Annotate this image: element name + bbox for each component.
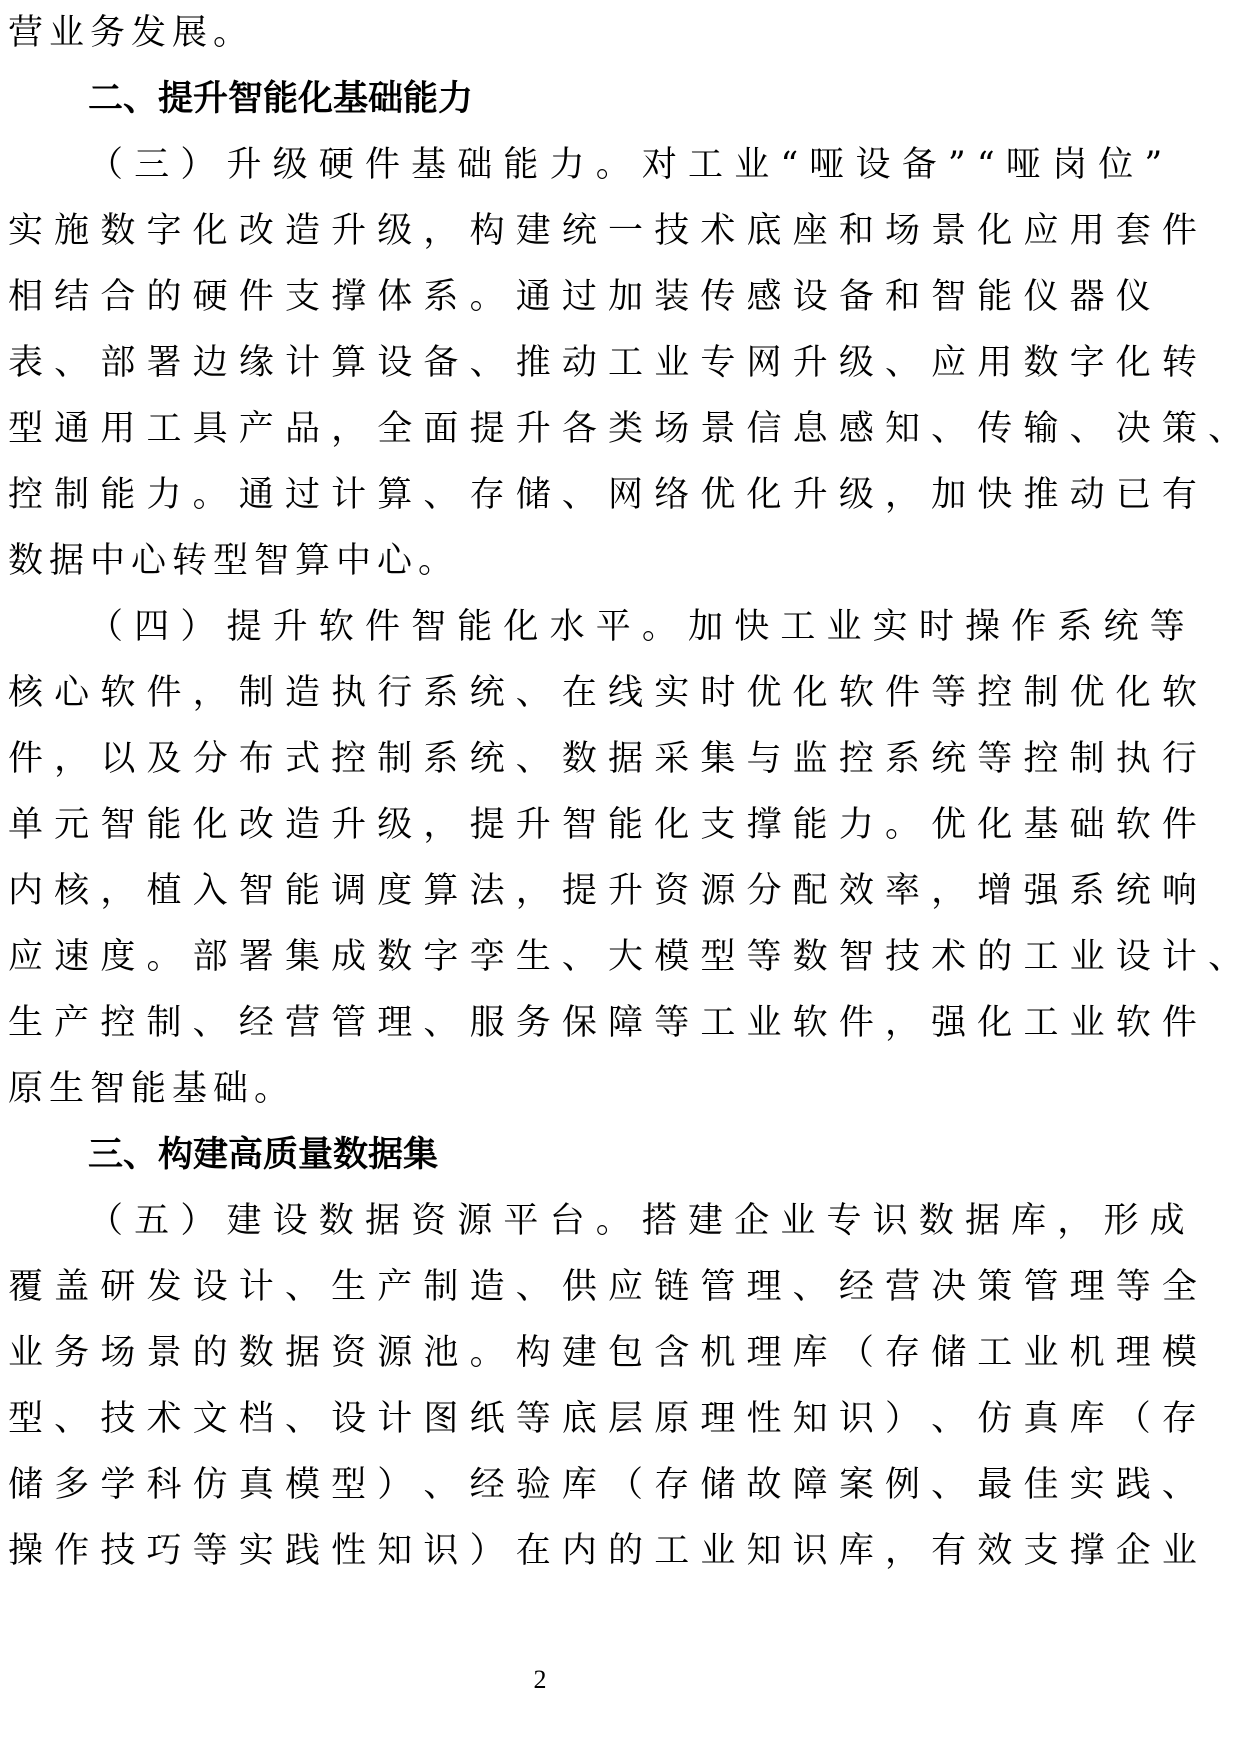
paragraph-line: 营业务发展。 bbox=[8, 13, 255, 53]
paragraph-line: 件 ， 以 及 分 布 式 控 制 系 统 、 数 据 采 集 与 监 控 系 统 等 控 制 执 行 bbox=[8, 739, 1197, 779]
paragraph-line: 单 元 智 能 化 改 造 升 级 ， 提 升 智 能 化 支 撑 能 力 。 优 化 基 础 软 件 bbox=[8, 805, 1197, 845]
paragraph-line: 储 多 学 科 仿 真 模 型 ） 、 经 验 库 （ 存 储 故 障 案 例 、 最 佳 实 践 、 bbox=[8, 1465, 1197, 1505]
paragraph-line: 原生智能基础。 bbox=[8, 1069, 296, 1109]
paragraph-line: 相 结 合 的 硬 件 支 撑 体 系 。 通 过 加 装 传 感 设 备 和 智 能 仪 器 仪 bbox=[8, 277, 1151, 317]
paragraph-line: 业 务 场 景 的 数 据 资 源 池 。 构 建 包 含 机 理 库 （ 存 储 工 业 机 理 模 bbox=[8, 1333, 1197, 1373]
paragraph-line: （ 五 ） 建 设 数 据 资 源 平 台 。 搭 建 企 业 专 识 数 据 库 ， 形 成 bbox=[88, 1201, 1185, 1241]
paragraph-line: （ 三 ） 升 级 硬 件 基 础 能 力 。 对 工 业 “ 哑 设 备 ” “ 哑 岗 位 ” bbox=[88, 145, 1163, 185]
paragraph-line: 型 、 技 术 文 档 、 设 计 图 纸 等 底 层 原 理 性 知 识 ） 、 仿 真 库 （ 存 bbox=[8, 1399, 1197, 1439]
paragraph-line: 生 产 控 制 、 经 营 管 理 、 服 务 保 障 等 工 业 软 件 ， 强 化 工 业 软 件 bbox=[8, 1003, 1197, 1043]
paragraph-line: 覆 盖 研 发 设 计 、 生 产 制 造 、 供 应 链 管 理 、 经 营 决 策 管 理 等 全 bbox=[8, 1267, 1197, 1307]
section-heading: 二、提升智能化基础能力 bbox=[88, 79, 474, 119]
section-heading: 三、构建高质量数据集 bbox=[88, 1135, 439, 1175]
paragraph-line: 操 作 技 巧 等 实 践 性 知 识 ） 在 内 的 工 业 知 识 库 ， 有 效 支 撑 企 业 bbox=[8, 1531, 1197, 1571]
paragraph-line: 表 、 部 署 边 缘 计 算 设 备 、 推 动 工 业 专 网 升 级 、 应 用 数 字 化 转 bbox=[8, 343, 1197, 383]
paragraph-line: 内 核 ， 植 入 智 能 调 度 算 法 ， 提 升 资 源 分 配 效 率 ， 增 强 系 统 响 bbox=[8, 871, 1197, 911]
paragraph-line: 应 速 度 。 部 署 集 成 数 字 孪 生 、 大 模 型 等 数 智 技 术 的 工 业 设 计 、 bbox=[8, 937, 1243, 977]
body-text bbox=[8, 0, 1243, 1584]
paragraph-line: 型 通 用 工 具 产 品 ， 全 面 提 升 各 类 场 景 信 息 感 知 、 传 输 、 决 策 、 bbox=[8, 409, 1243, 449]
paragraph-line: 控 制 能 力 。 通 过 计 算 、 存 储 、 网 络 优 化 升 级 ， 加 快 推 动 已 有 bbox=[8, 475, 1197, 515]
paragraph-line: 数据中心转型智算中心。 bbox=[8, 541, 460, 581]
paragraph-line: 核 心 软 件 ， 制 造 执 行 系 统 、 在 线 实 时 优 化 软 件 等 控 制 优 化 软 bbox=[8, 673, 1197, 713]
paragraph-line: 实 施 数 字 化 改 造 升 级 ， 构 建 统 一 技 术 底 座 和 场 景 化 应 用 套 件 bbox=[8, 211, 1197, 251]
page-number: 2 bbox=[533, 1665, 547, 1694]
paragraph-line: （ 四 ） 提 升 软 件 智 能 化 水 平 。 加 快 工 业 实 时 操 作 系 统 等 bbox=[88, 607, 1185, 647]
